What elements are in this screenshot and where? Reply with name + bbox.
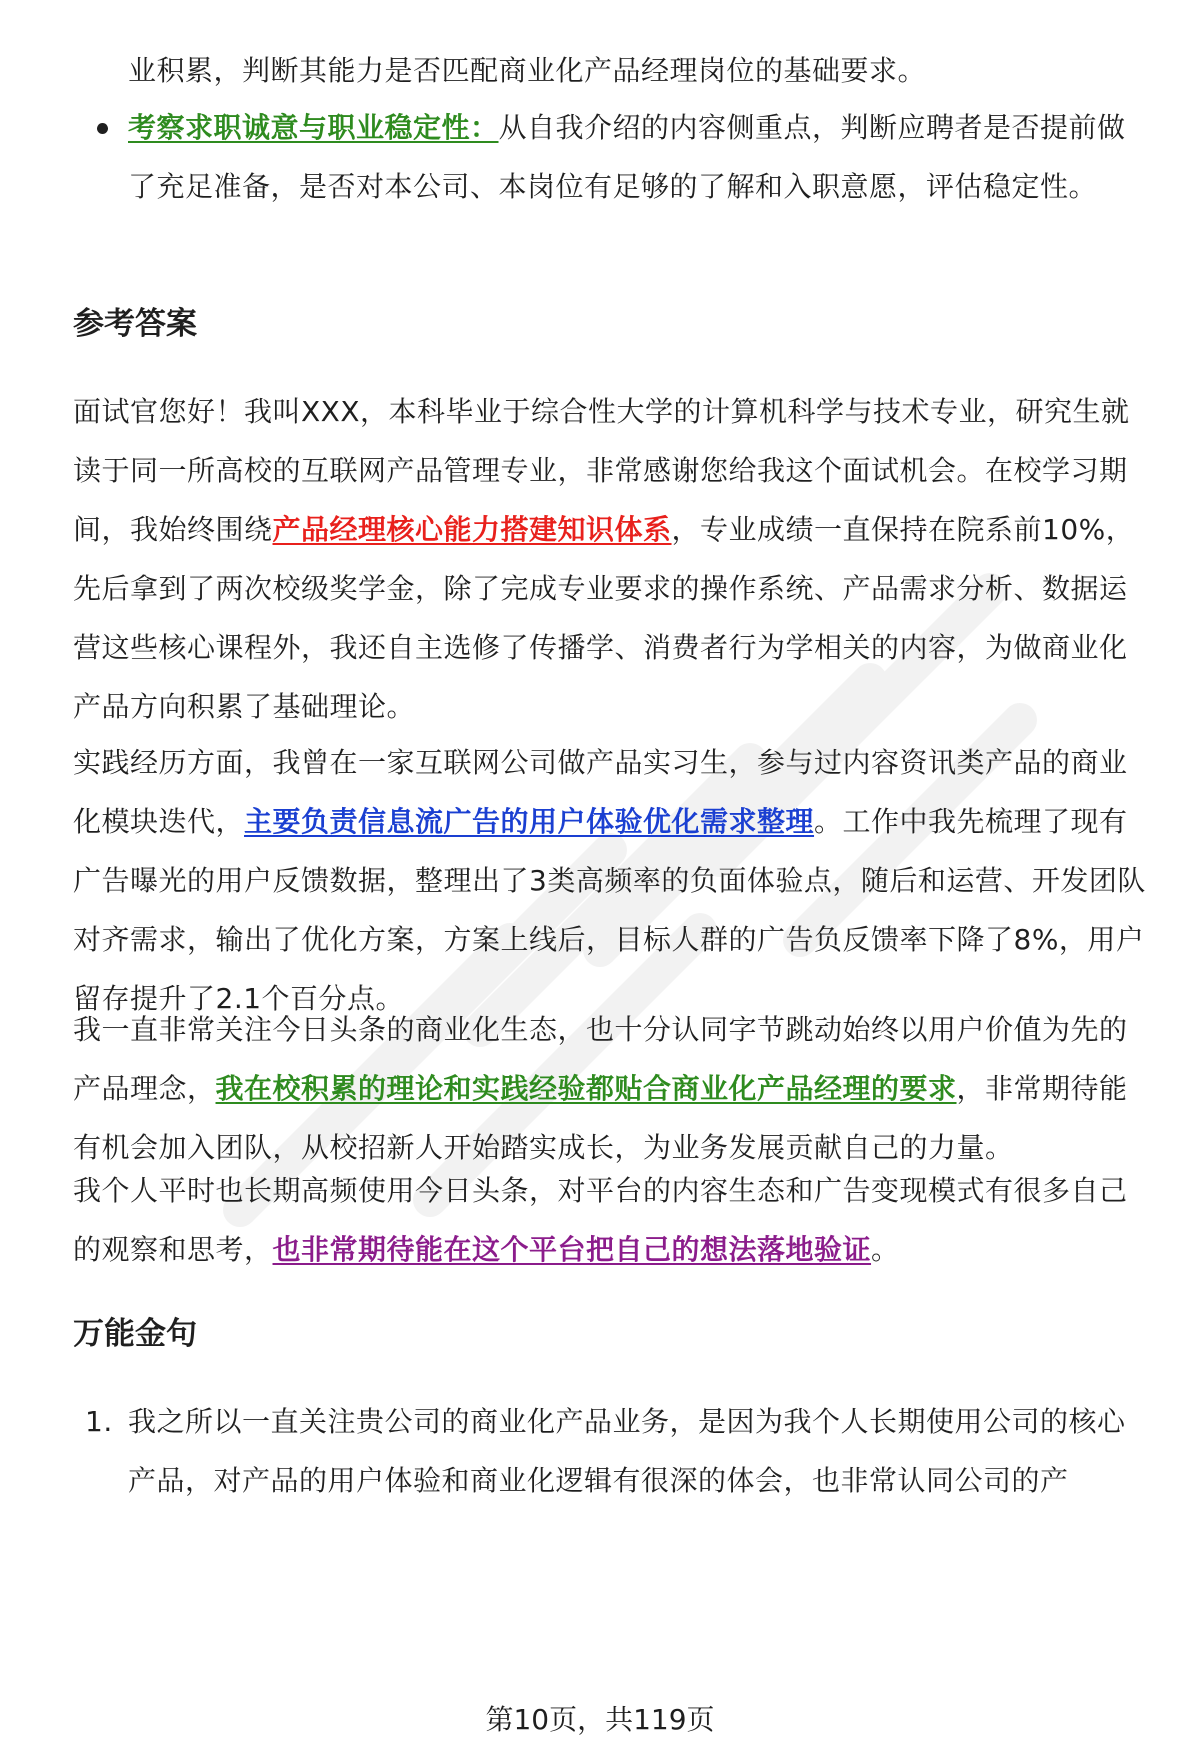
p1-highlight: 产品经理核心能力搭建知识体系 — [272, 513, 672, 546]
page-footer: 第10页，共119页 — [485, 1703, 715, 1736]
p2-highlight: 主要负责信息流广告的用户体验优化需求整理 — [244, 805, 815, 838]
continued-line: 业积累，判断其能力是否匹配商业化产品经理岗位的基础要求。 — [128, 54, 927, 87]
p4-text-after: 。 — [871, 1233, 900, 1266]
p3-highlight: 我在校积累的理论和实践经验都贴合商业化产品经理的要求 — [215, 1072, 957, 1105]
p4-text-before: 我个人平时也长期高频使用今日头条，对平台的内容生态和广告变现模式有很多自己的观察和思考， — [73, 1174, 1128, 1266]
answer-paragraph-2 — [73, 733, 1153, 1028]
bullet-highlight-label: 考察求职诚意与职业稳定性： — [128, 111, 499, 144]
p1-text-before: 面试官您好！我叫XXX，本科毕业于综合性大学的计算机科学与技术专业，研究生就读于同一所高校的互联网产品管理专业，非常感谢您给我这个面试机会。在校学习期间，我始终围绕 — [73, 395, 1130, 546]
bullet-item — [73, 98, 1153, 216]
bullet-text: 从自我介绍的内容侧重点，判断应聘者是否提前做了充足准备，是否对本公司、本岗位有足够的了解和入职意愿，评估稳定性。 — [128, 111, 1126, 203]
section-heading-golden: 万能金句 — [73, 1316, 197, 1352]
p1-text-after: ，专业成绩一直保持在院系前10%，先后拿到了两次校级奖学金，除了完成专业要求的操作系统、产品需求分析、数据运营这些核心课程外，我还自主选修了传播学、消费者行为学相关的内容，为做商业化产品方向积累了基础理论。 — [73, 513, 1135, 723]
answer-paragraph-1 — [73, 382, 1153, 736]
p3-text-after: ，非常期待能有机会加入团队，从校招新人开始踏实成长，为业务发展贡献自己的力量。 — [73, 1072, 1128, 1164]
answer-paragraph-4 — [73, 1161, 1153, 1279]
p3-text-before: 我一直非常关注今日头条的商业化生态，也十分认同字节跳动始终以用户价值为先的产品理念， — [73, 1013, 1128, 1105]
list-item-text: 我之所以一直关注贵公司的商业化产品业务，是因为我个人长期使用公司的核心产品，对产品的用户体验和商业化逻辑有很深的体会，也非常认同公司的产 — [128, 1405, 1126, 1497]
p2-text-after: 。工作中我先梳理了现有广告曝光的用户反馈数据，整理出了3类高频率的负面体验点，随后和运营、开发团队对齐需求，输出了优化方案，方案上线后，目标人群的广告负反馈率下降了8%，用户留存提升了2.1个百分点。 — [73, 805, 1146, 1015]
list-item — [73, 1392, 1153, 1510]
list-number: 1. — [85, 1405, 113, 1438]
bullet-paragraph — [73, 98, 1153, 216]
p2-text-before: 实践经历方面，我曾在一家互联网公司做产品实习生，参与过内容资讯类产品的商业化模块迭代， — [73, 746, 1128, 838]
bullet-dot-icon — [97, 123, 108, 134]
section-heading-answer: 参考答案 — [73, 306, 197, 342]
answer-paragraph-3 — [73, 1000, 1153, 1177]
p4-highlight: 也非常期待能在这个平台把自己的想法落地验证 — [272, 1233, 872, 1266]
